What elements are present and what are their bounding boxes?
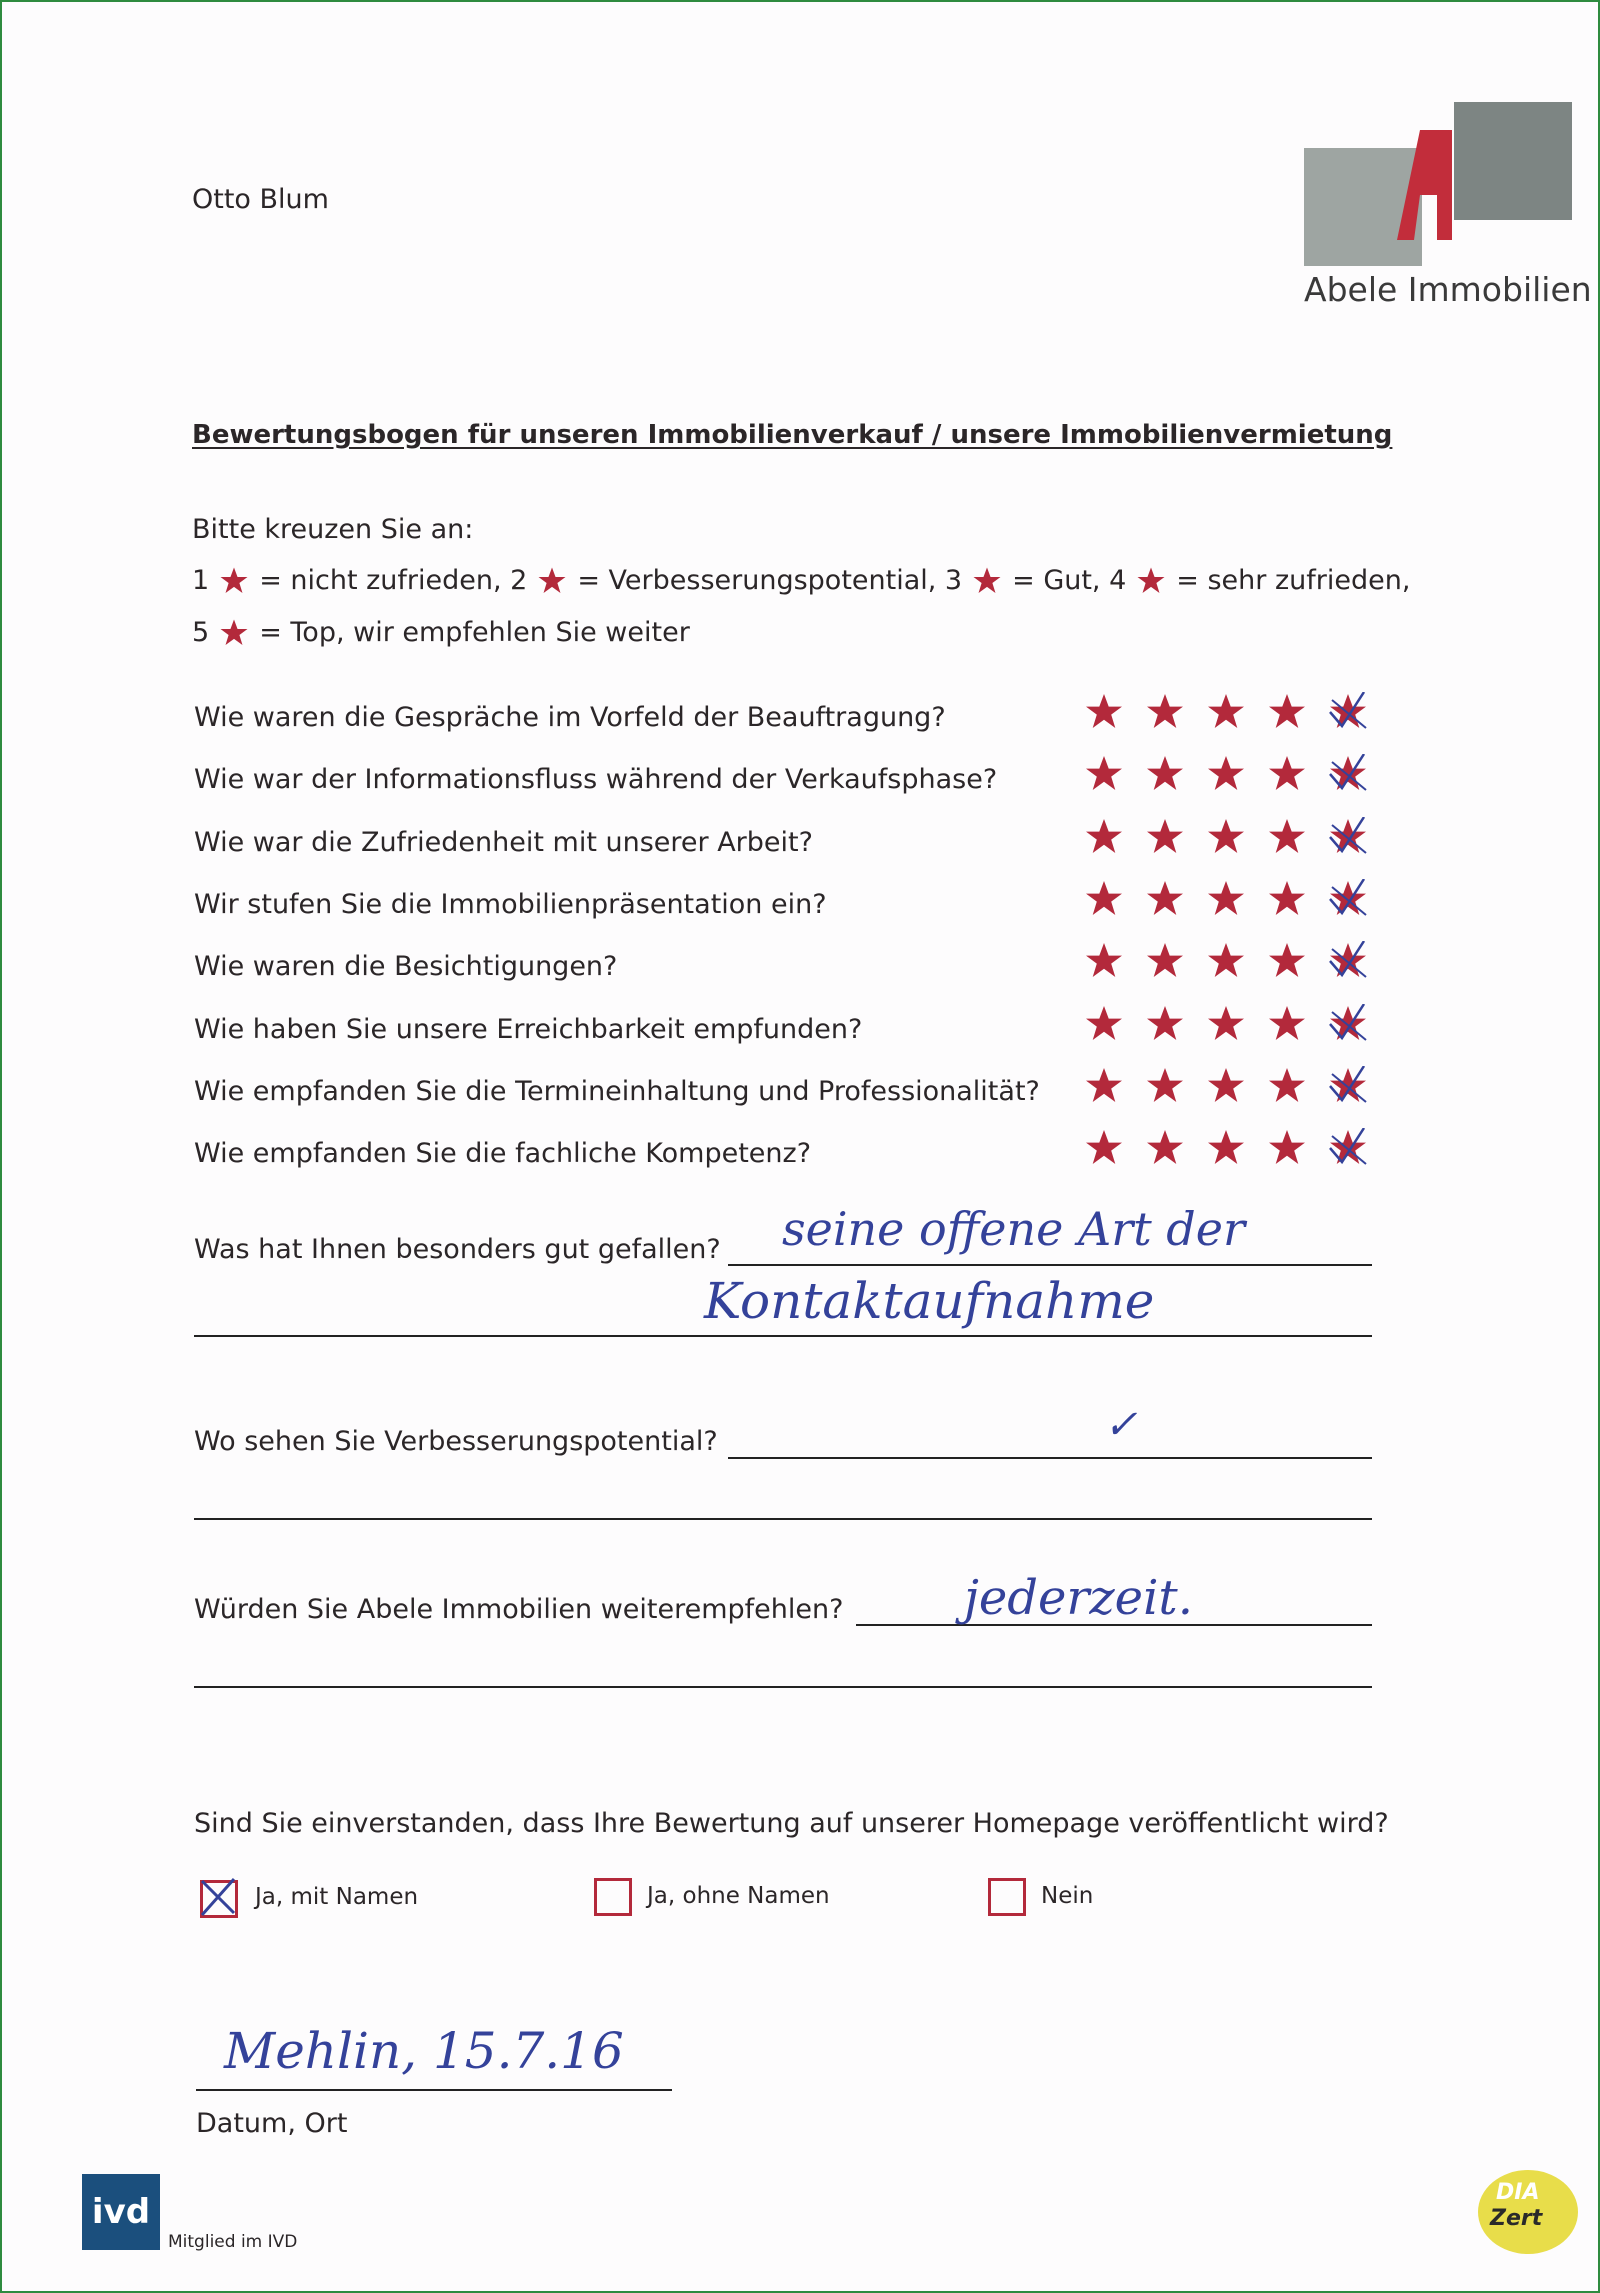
star-icon [1145,692,1185,732]
star-icon [1206,879,1246,919]
legend-line-1 [192,565,1410,596]
rating-star-2[interactable] [1145,1066,1185,1106]
rating-question-label: Wie waren die Gespräche im Vorfeld der Beauftragung? [194,702,946,733]
legend-line-2 [192,617,690,648]
rating-question-label: Wie war die Zufriedenheit mit unserer Arbeit? [194,826,813,858]
consent-label-no: Nein [1041,1883,1094,1909]
consent-checkbox-with-name[interactable] [200,1880,238,1918]
star-icon [1084,1004,1124,1044]
ivd-logo-text: ivd [91,2192,151,2232]
rating-star-1[interactable] [1084,817,1124,857]
star-icon [1145,1128,1185,1168]
star-icon [1084,879,1124,919]
rating-star-4[interactable] [1267,754,1307,794]
rating-star-1[interactable] [1084,754,1124,794]
rating-question-label: Wir stufen Sie die Immobilienpräsentation ein? [194,888,827,920]
star-icon [1145,1066,1185,1106]
rating-question-label: Wie waren die Besichtigungen? [194,951,618,983]
star-icon [1267,817,1307,857]
star-icon [1328,879,1368,919]
rating-star-2[interactable] [1145,817,1185,857]
rating-question-label: Wie haben Sie unsere Erreichbarkeit empfunden? [194,1013,863,1045]
legend-text-4: = sehr zufrieden, [1176,565,1411,596]
star-icon [1267,692,1307,732]
rating-star-3[interactable] [1206,692,1246,732]
improve-label: Wo sehen Sie Verbesserungspotential? [194,1426,718,1457]
rating-star-1[interactable] [1084,1066,1124,1106]
consent-label-without-name: Ja, ohne Namen [647,1883,830,1909]
star-shape-icon [537,566,567,596]
rating-star-1[interactable] [1084,1004,1124,1044]
rating-star-3[interactable] [1206,754,1246,794]
rating-star-5[interactable] [1328,817,1368,857]
star-icon [1206,1066,1246,1106]
star-icon [1328,1128,1368,1168]
rating-star-5[interactable] [1328,1004,1368,1044]
rating-question-label: Wie empfanden Sie die fachliche Kompetenz? [194,1138,812,1170]
star-icon [1136,566,1166,596]
rating-star-1[interactable] [1084,941,1124,981]
company-logo [1302,100,1592,310]
legend-text-5: = Top, wir empfehlen Sie weiter [259,617,690,648]
improve-answer[interactable]: ✓ [1104,1402,1138,1448]
star-icon [1206,817,1246,857]
consent-checkbox-without-name[interactable] [594,1878,632,1916]
liked-answer-1[interactable]: seine offene Art der [782,1202,1245,1256]
recommend-label: Würden Sie Abele Immobilien weiterempfehlen? [194,1594,844,1625]
star-icon [1267,879,1307,919]
rating-star-3[interactable] [1206,879,1246,919]
star-icon [1084,1128,1124,1168]
rating-star-3[interactable] [1206,1004,1246,1044]
rating-question-label: Wie empfanden Sie die Termineinhaltung und Professionalität? [194,1075,1040,1107]
rating-star-4[interactable] [1267,692,1307,732]
customer-name: Otto Blum [192,184,329,215]
legend-intro: Bitte kreuzen Sie an: [192,514,474,545]
rating-star-4[interactable] [1267,1066,1307,1106]
signature-label: Datum, Ort [196,2108,348,2139]
rating-star-3[interactable] [1206,1128,1246,1168]
star-icon [1267,754,1307,794]
star-icon [1206,1128,1246,1168]
company-name: Abele Immobilien [1304,270,1592,309]
star-icon [1145,754,1185,794]
star-icon [1328,754,1368,794]
abele-logo-icon [1302,100,1574,270]
liked-line-2 [194,1335,1372,1337]
rating-star-5[interactable] [1328,879,1368,919]
star-shape-icon [219,618,249,648]
legend-text-2: = Verbesserungspotential, 3 [577,565,963,596]
rating-star-5[interactable] [1328,1066,1368,1106]
dia-zert-logo [1478,2170,1578,2254]
star-icon [1084,941,1124,981]
rating-star-1[interactable] [1084,692,1124,732]
star-icon [1145,941,1185,981]
star-icon [1328,941,1368,981]
liked-label: Was hat Ihnen besonders gut gefallen? [194,1234,721,1265]
rating-star-4[interactable] [1267,879,1307,919]
star-icon [1267,1066,1307,1106]
legend-text-3: = Gut, 4 [1012,565,1127,596]
rating-star-2[interactable] [1145,692,1185,732]
liked-line-1 [728,1264,1372,1266]
rating-star-5[interactable] [1328,692,1368,732]
rating-star-2[interactable] [1145,1128,1185,1168]
star-icon [1267,1128,1307,1168]
star-icon [1267,941,1307,981]
rating-star-1[interactable] [1084,1128,1124,1168]
rating-star-5[interactable] [1328,1128,1368,1168]
star-shape-icon [1136,566,1166,596]
dia-logo-text: DIA [1496,2180,1540,2205]
star-icon [537,566,567,596]
star-icon [1328,692,1368,732]
signature-date-place[interactable]: Mehlin, 15.7.16 [224,2022,624,2080]
rating-star-2[interactable] [1145,879,1185,919]
check-x-icon [198,1877,238,1917]
rating-star-5[interactable] [1328,754,1368,794]
star-icon [1206,941,1246,981]
star-icon [1267,1004,1307,1044]
star-shape-icon [219,566,249,596]
star-icon [1328,1066,1368,1106]
star-icon [1206,692,1246,732]
rating-star-1[interactable] [1084,879,1124,919]
rating-star-3[interactable] [1206,941,1246,981]
liked-answer-2[interactable]: Kontaktaufnahme [704,1272,1155,1330]
star-icon [219,618,249,648]
consent-label-with-name: Ja, mit Namen [255,1884,419,1910]
signature-line [196,2089,672,2091]
star-icon [1145,817,1185,857]
rating-star-4[interactable] [1267,1004,1307,1044]
zert-logo-text: Zert [1490,2206,1543,2231]
rating-star-2[interactable] [1145,1004,1185,1044]
ivd-logo [82,2174,160,2250]
star-icon [1084,754,1124,794]
consent-question: Sind Sie einverstanden, dass Ihre Bewertung auf unserer Homepage veröffentlicht wird? [194,1808,1389,1839]
star-icon [972,566,1002,596]
recommend-answer[interactable]: jederzeit. [964,1570,1193,1626]
ivd-member-text: Mitglied im IVD [168,2232,298,2252]
star-icon [219,566,249,596]
star-shape-icon [972,566,1002,596]
star-icon [1206,754,1246,794]
star-icon [1206,1004,1246,1044]
rating-star-3[interactable] [1206,1066,1246,1106]
rating-question-label: Wie war der Informationsfluss während der Verkaufsphase? [194,764,998,796]
recommend-line-2 [194,1686,1372,1688]
star-icon [1084,1066,1124,1106]
star-icon [1145,1004,1185,1044]
form-title: Bewertungsbogen für unseren Immobilienverkauf / unsere Immobilienvermietung [192,420,1393,450]
improve-line-2 [194,1518,1372,1520]
rating-star-4[interactable] [1267,1128,1307,1168]
legend-text-1: = nicht zufrieden, 2 [259,565,528,596]
rating-star-5[interactable] [1328,941,1368,981]
consent-checkbox-no[interactable] [988,1878,1026,1916]
star-icon [1328,1004,1368,1044]
legend-num-5: 5 [192,617,210,648]
star-icon [1328,817,1368,857]
rating-star-4[interactable] [1267,817,1307,857]
star-icon [1084,692,1124,732]
rating-star-2[interactable] [1145,941,1185,981]
legend-num-1: 1 [192,565,210,596]
star-icon [1084,817,1124,857]
improve-line-1 [728,1457,1372,1459]
rating-star-3[interactable] [1206,817,1246,857]
rating-star-4[interactable] [1267,941,1307,981]
rating-star-2[interactable] [1145,754,1185,794]
star-icon [1145,879,1185,919]
